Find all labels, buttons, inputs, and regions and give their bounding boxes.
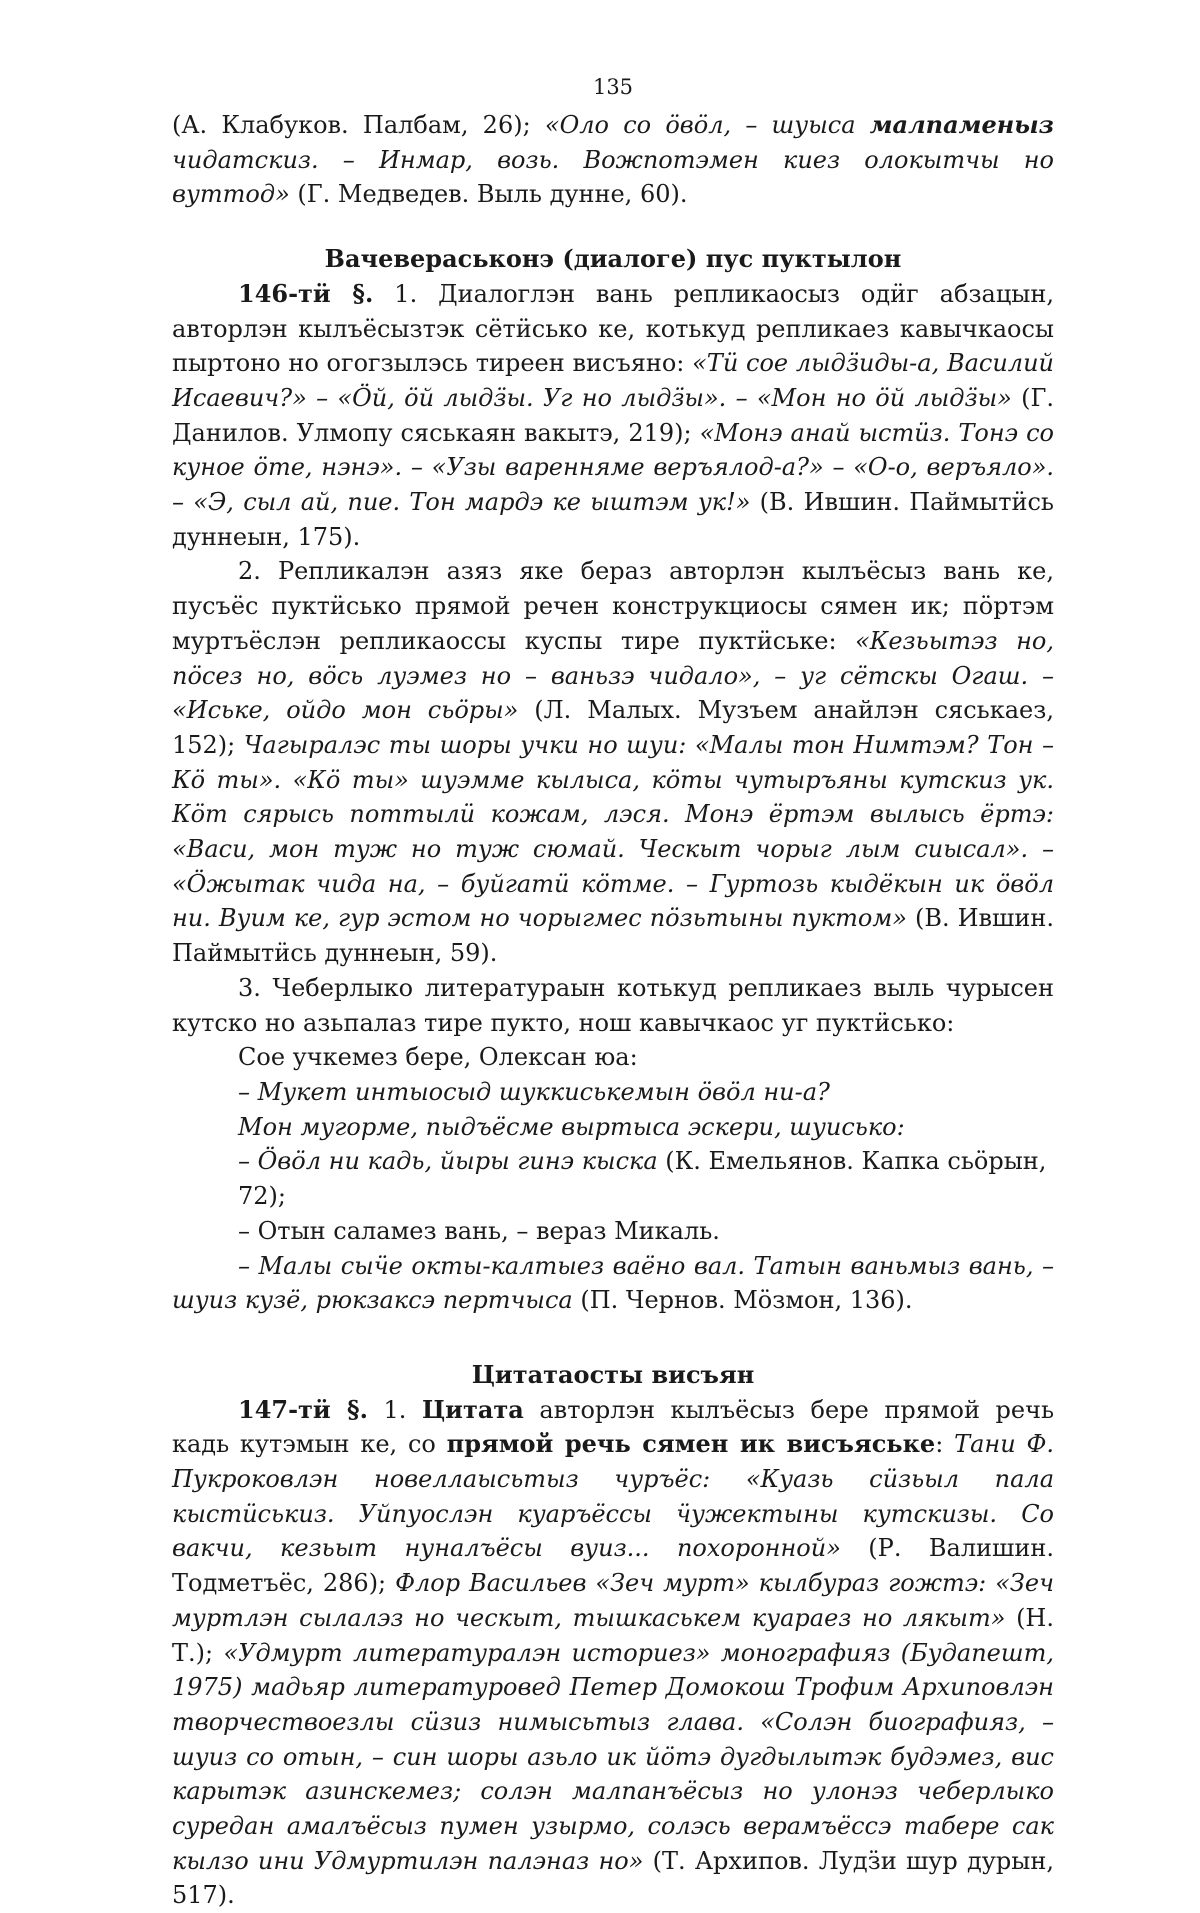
intro-paragraph (172, 108, 1054, 212)
document-page (172, 72, 1054, 1913)
p147-quote-1: Тани Ф. Пукроковлэн новеллаысьтыз чуръёс: «Куазь сӥзьыл пала кыстӥськиз. Уйпуослэн куаръёссы ӵужектыны кутскизы. Со вакчи, кезьыт нуналъёсы вуиз... похоронной» (172, 1430, 1054, 1563)
intro-quote-2: чидатскиз. – Инмар, возь. Вожпотэмен киез олокытчы но вуттод» (172, 145, 1054, 209)
dialogue-line-3-text: Мон мугорме, пыдъёсме выртыса эскери, шуисько: (238, 1112, 905, 1141)
p147-bold-2: прямой речь сямен ик висъяське (446, 1429, 936, 1459)
dialogue-line-4-italic: – Ӧвӧл ни кадь, йыры гинэ кыска (238, 1147, 658, 1176)
section-heading-dialogue: Вачевераськонэ (диалоге) пус пуктылон (324, 244, 902, 274)
p147-text-3: : (935, 1430, 955, 1459)
paragraph-147-1 (172, 1393, 1054, 1913)
dialogue-line-3 (172, 1110, 1054, 1145)
p147-text-1: 1. (367, 1395, 422, 1424)
dialogue-line-2-text: – Мукет интыосыд шуккиськемын ӧвӧл ни-а? (238, 1077, 830, 1106)
paragraph-146-2 (172, 554, 1054, 970)
dialogue-line-1-text: Сое учкемез бере, Олексан юа: (238, 1043, 638, 1072)
p146-1-quote-1: «Тӥ сое лыдӟиды-а, Василий Исаевич?» – «Ӧй, ӧй лыдӟы. Уг но лыдӟы». – «Мон но ӧй лыдӟы» (172, 349, 1054, 412)
intro-text-2: (Г. Медведев. Выль дунне, 60). (289, 180, 688, 209)
section-heading-citations: Цитатаосты висъян (471, 1359, 755, 1389)
p146-1-quote-2: «Монэ анай ыстӥз. Тонэ со куное ӧте, нэнэ». – «Узы варенняме веръялод-а?» – «О-о, веръяло». – «Э, сыл ай, пие. Тон мардэ ке ыштэм ук!» (172, 418, 1054, 517)
p147-quote-2: Флор Васильев «Зеч мурт» кылбураз гожтэ: «Зеч муртлэн сылалэз но ческыт, тышкаськем куараез но лякыт» (172, 1569, 1054, 1632)
p146-2-text-1: 2. Репликалэн азяз яке бераз авторлэн кылъёсыз вань ке, пусъёс пуктӥсько прямой речен конструкциосы сямен ик; пӧртэм муртъёслэн репликаоссы куспы тире пуктӥське: (172, 557, 1054, 655)
dialogue-line-1 (172, 1040, 1054, 1075)
dialogue-final-paragraph (172, 1249, 1054, 1318)
p146-3-text-1: 3. Чеберлыко литератураын котькуд репликаез выль чурысен кутско но азьпалаз тире пукто, нош кавычкаос уг пуктӥсько: (172, 973, 1054, 1037)
dialogue-final-source: (П. Чернов. Мӧзмон, 136). (572, 1286, 913, 1315)
page-number: 135 (592, 75, 634, 99)
p146-1-text-3: (В. Ившин. Паймытӥсь дуннеын, 175). (172, 488, 1054, 551)
p147-text-2: авторлэн кылъёсыз бере прямой речь кадь кутэмын ке, со (172, 1395, 1055, 1459)
dialogue-line-4 (172, 1144, 1054, 1213)
dialogue-final-quote: – Малы сыӵе окты-калтыез ваёно вал. Татын ваньмыз вань, – шуиз кузё, рюкзаксэ пертчыса (172, 1251, 1054, 1315)
p146-2-text-2: (Л. Малых. Музъем анайлэн сяськаез, 152); (172, 696, 1054, 759)
paragraph-147-lead: 147-тӥ §. (238, 1394, 368, 1424)
p146-2-quote-2: Чагыралэс ты шоры учки но шуи: «Малы тон Нимтэм? Тон – Кӧ ты». «Кӧ ты» шуэмме кылыса, кӧты чутыръяны кутскиз ук. Кӧт сярысь поттылӥ кожам, лэся. Монэ ёртэм вылысь ёртэ: «Васи, мон туж но туж сюмай. Ческыт чорыг лым сиысал». – «Ӧжытак чида на, – буйгатӥ кӧтме. – Гуртозь кыдёкын ик ӧвӧл ни. Вуим ке, гур эстом но чорыгмес пӧзьтыны пуктом» (172, 730, 1054, 933)
p147-quote-3: «Удмурт литературалэн историез» монографияз (Будапешт, 1975) мадьяр литературовед Петер Домокош Трофим Архиповлэн творчествоезлы сӥзиз нимысьтыз глава. «Солэн биографияз, – шуиз со отын, – син шоры азьло ик йӧтэ дугдылытэк будэмез, вис карытэк азинскемез; солэн малпанъёсыз но улонэз чеберлыко суредан амалъёсыз пумен узырмо, солэсь верамъёссэ табере сак кылзо ини Удмуртилэн палэназ но» (172, 1638, 1055, 1875)
p146-2-quote-1: «Кезьытэз но, пӧсез но, вӧсь луэмез но – ваньзэ чидало», – уг сётскы Огаш. – «Иське, ойдо мон сьӧры» (172, 626, 1054, 725)
p146-1-text-1: 1. Диалоглэн вань репликаосыз одӥг абзацын, авторлэн кылъёсызтэк сётӥсько ке, котькуд репликаез кавычкаосы пыртоно но огогзылэсь тиреен висъяно: (172, 279, 1054, 378)
p146-2-text-3: (В. Ившин. Паймытӥсь дуннеын, 59). (172, 904, 1054, 968)
p147-text-4: (Р. Валишин. Тодметъёс, 286); (172, 1534, 1054, 1598)
paragraph-146-1 (172, 277, 1054, 555)
dialogue-line-5-text: – Отын саламез вань, – вераз Микаль. (238, 1216, 720, 1245)
dialogue-line-4-plain: (К. Емельянов. Капка сьӧрын, 72); (238, 1147, 1047, 1211)
dialogue-line-2 (172, 1075, 1054, 1110)
intro-quote-1: «Оло со ӧвӧл, – шуыса (544, 111, 870, 139)
p146-1-text-2: (Г. Данилов. Улмопу сяськаян вакытэ, 219); (172, 383, 1054, 447)
paragraph-146-lead: 146-тӥ §. (238, 278, 374, 308)
intro-quote-bold: малпаменыз (869, 110, 1054, 139)
paragraph-146-3 (172, 971, 1054, 1040)
p147-text-5: (Н. Т.); (172, 1603, 1054, 1667)
dialogue-line-5 (172, 1214, 1054, 1249)
intro-text-1: (А. Клабуков. Палбам, 26); (172, 111, 545, 139)
p147-bold-1: Цитата (421, 1394, 524, 1424)
p147-text-6: (Т. Архипов. Лудӟи шур дурын, 517). (172, 1846, 1054, 1910)
